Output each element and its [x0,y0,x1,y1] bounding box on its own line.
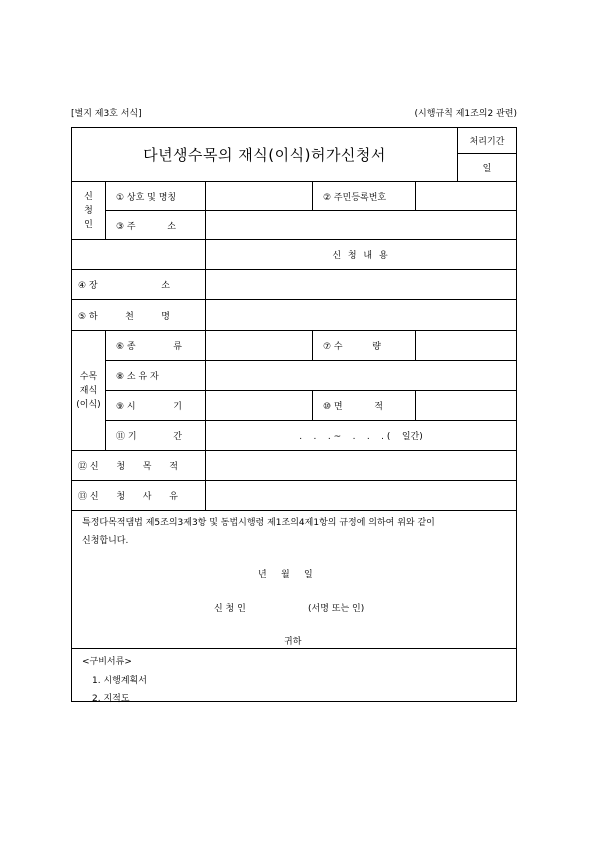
river-name-label: ⑤ 하 천 명 [72,300,206,331]
purpose-label: ⑫ 신 청 목 적 [72,451,206,481]
signature-field[interactable]: (서명 또는 인) [308,604,365,614]
time-label: ⑨ 시 기 [106,391,206,421]
processing-period-days: 일 [458,154,516,182]
business-name-field[interactable] [206,182,313,211]
declaration-block [72,511,516,649]
application-date[interactable]: 년 월 일 [258,570,313,580]
time-field[interactable] [206,391,313,421]
applicant-group-label: 신 청 인 [72,182,106,240]
quantity-label: ⑦ 수 량 [313,331,416,361]
resident-number-label: ② 주민등록번호 [313,182,416,211]
area-label: ⑩ 면 적 [313,391,416,421]
quantity-field[interactable] [416,331,516,361]
content-header: 신 청 내 용 [206,240,516,270]
kind-field[interactable] [206,331,313,361]
kind-label: ⑥ 종 류 [106,331,206,361]
business-name-label: ① 상호 및 명칭 [106,182,206,211]
attachments-heading: <구비서류> [82,657,132,667]
address-field[interactable] [206,211,516,240]
processing-period-label: 처리기간 [458,128,516,154]
reason-field[interactable] [206,481,516,511]
river-name-field[interactable] [206,300,516,331]
attachment-item: 1. 시행계획서 [92,676,147,686]
area-field[interactable] [416,391,516,421]
attachment-item: 2. 지적도 [92,694,130,704]
owner-label: ⑧ 소 유 자 [106,361,206,391]
place-field[interactable] [206,270,516,300]
address-label: ③ 주 소 [106,211,206,240]
declaration-text-line1: 특정다목적댐법 제5조의3제3항 및 동법시행령 제1조의4제1항의 규정에 의하여 위와 같이 [82,518,435,528]
period-label: ⑪ 기 간 [106,421,206,451]
resident-number-field[interactable] [416,182,516,211]
owner-field[interactable] [206,361,516,391]
application-form [71,127,517,702]
form-title: 다년생수목의 재식(이식)허가신청서 [72,128,458,182]
place-label: ④ 장 소 [72,270,206,300]
tree-planting-group-label: 수목 재식 (이식) [72,331,106,451]
regulation-reference: (시행규칙 제1조의2 관련) [414,109,517,119]
addressee-label: 귀하 [284,637,302,647]
blank-cell [72,240,206,270]
reason-label: ⑬ 신 청 사 유 [72,481,206,511]
period-field[interactable]: . . . ~ . . . ( 일간) [206,421,516,451]
form-number-label: [별지 제3호 서식] [71,109,142,119]
purpose-field[interactable] [206,451,516,481]
applicant-signature-label: 신 청 인 [214,604,246,614]
declaration-text-line2: 신청합니다. [82,536,129,546]
